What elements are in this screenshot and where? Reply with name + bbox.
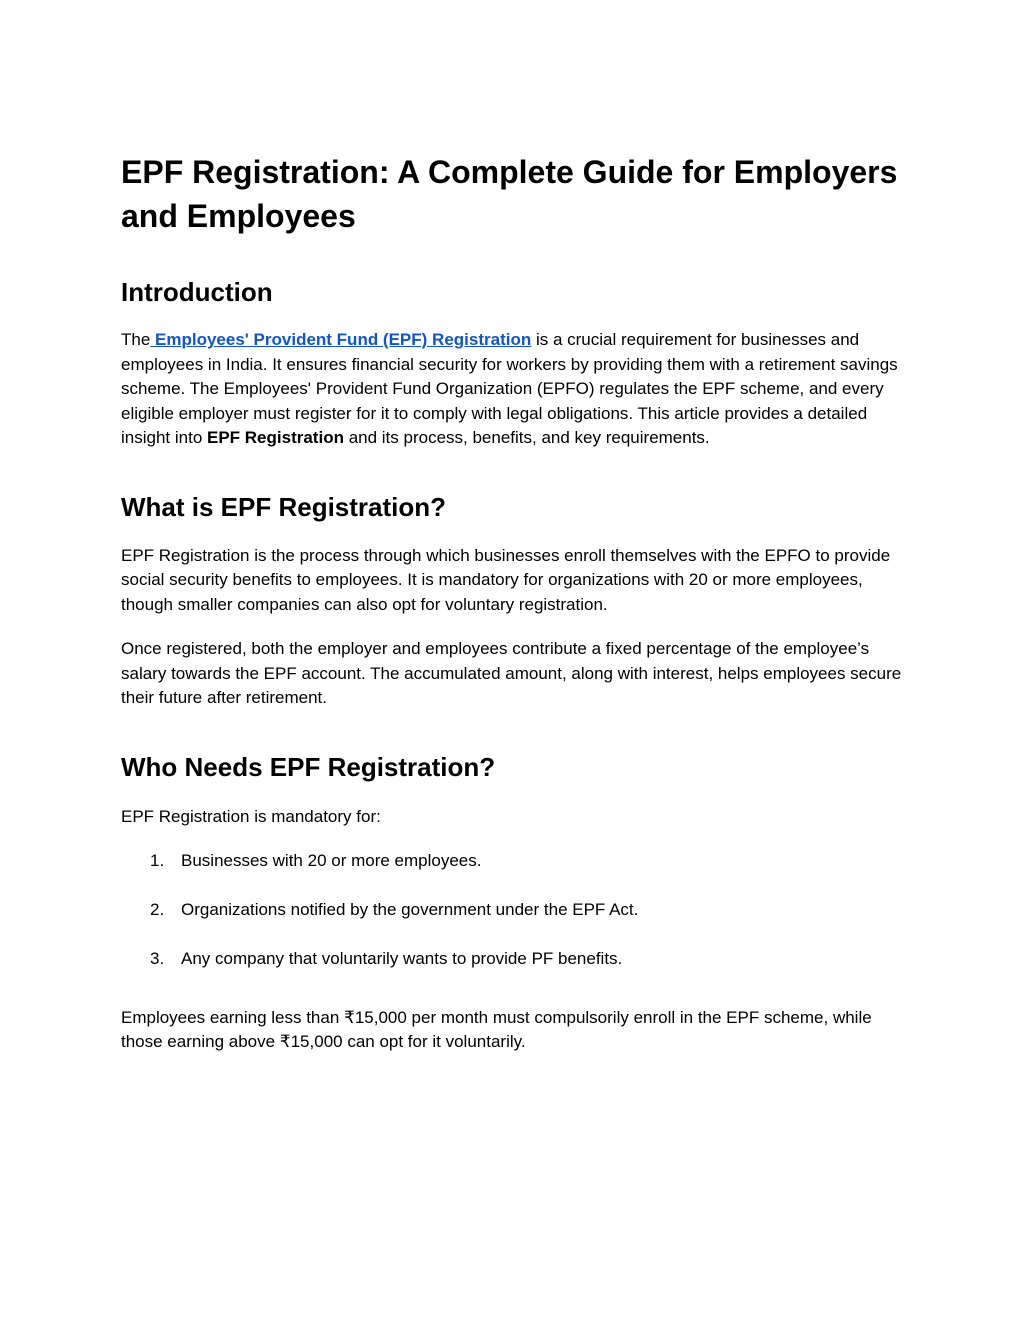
section-heading-who-needs: Who Needs EPF Registration? bbox=[121, 751, 496, 782]
introduction-bold-text: EPF Registration bbox=[207, 428, 344, 447]
section-heading-what-is: What is EPF Registration? bbox=[121, 491, 447, 522]
what-is-paragraph-1: EPF Registration is the process through which businesses enroll themselves with the EPFO to provide social security benefits to employees. It is mandatory for organizations with 20 or more employees, though smaller companies can also opt for voluntary registration. bbox=[121, 545, 891, 614]
list-item-number: 1. bbox=[150, 851, 165, 870]
introduction-paragraph bbox=[121, 328, 911, 451]
list-item-text: Businesses with 20 or more employees. bbox=[181, 851, 482, 870]
list-item-text: Any company that voluntarily wants to provide PF benefits. bbox=[181, 949, 623, 968]
introduction-text-end: and its process, benefits, and key requirements. bbox=[343, 428, 710, 447]
list-item bbox=[121, 849, 911, 874]
closing-paragraph: Employees earning less than ₹15,000 per month must compulsorily enroll in the EPF scheme, while those earning above ₹15,000 can opt for it voluntarily. bbox=[121, 1007, 872, 1051]
list-item-number: 2. bbox=[150, 900, 165, 919]
list-item-text: Organizations notified by the government under the EPF Act. bbox=[181, 900, 639, 919]
list-item-number: 3. bbox=[150, 949, 165, 968]
document-page bbox=[121, 150, 911, 1055]
introduction-lead: The bbox=[121, 330, 151, 349]
epf-registration-link[interactable]: Employees' Provident Fund (EPF) Registration bbox=[150, 330, 532, 349]
list-item bbox=[121, 947, 911, 972]
introduction-text-after-link: is a crucial requirement for businesses and employees in India. It ensures financial security for workers by providing them with a retirement savings scheme. The Employees' Provident Fund Organization (EPFO) regulates the EPF scheme, and every eligible employer must register for it to comply with legal obligations. This article provides a detailed insight into bbox=[121, 330, 898, 447]
section-heading-introduction: Introduction bbox=[121, 277, 273, 307]
list-item bbox=[121, 898, 911, 923]
requirements-list bbox=[121, 849, 911, 972]
who-needs-intro: EPF Registration is mandatory for: bbox=[121, 806, 381, 826]
page-title: EPF Registration: A Complete Guide for Employers and Employees bbox=[121, 154, 898, 234]
what-is-paragraph-2: Once registered, both the employer and employees contribute a fixed percentage of the employee’s salary towards the EPF account. The accumulated amount, along with interest, helps employees secure their future after retirement. bbox=[121, 639, 902, 707]
